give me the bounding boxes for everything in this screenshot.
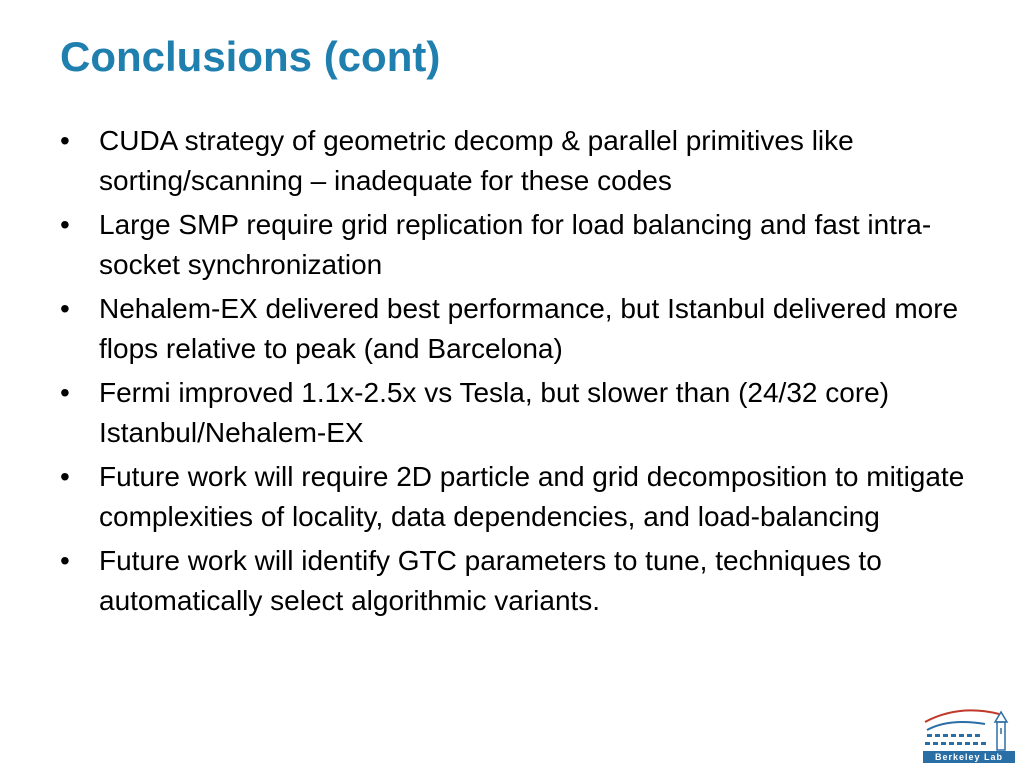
bullet-glyph: •	[60, 377, 70, 408]
bullet-text: Future work will require 2D particle and grid decomposition to mitigate complexities of locality, data dependencies, and load-balancing	[99, 461, 965, 532]
bullet-text: Fermi improved 1.1x-2.5x vs Tesla, but slower than (24/32 core) Istanbul/Nehalem-EX	[99, 377, 890, 448]
bullet-list	[60, 121, 1000, 625]
bullet-text: CUDA strategy of geometric decomp & parallel primitives like sorting/scanning – inadequate for these codes	[99, 125, 854, 196]
bullet-item	[60, 205, 1000, 285]
bullet-item	[60, 289, 1000, 369]
bullet-text: Large SMP require grid replication for load balancing and fast intra-socket synchronization	[99, 209, 932, 280]
bullet-item	[60, 121, 1000, 201]
bullet-glyph: •	[60, 209, 70, 240]
bullet-glyph: •	[60, 461, 70, 492]
bullet-item	[60, 541, 1000, 621]
bullet-item	[60, 373, 1000, 453]
slide-title: Conclusions (cont)	[60, 33, 441, 80]
logo-wordmark: Berkeley Lab	[923, 751, 1015, 763]
bullet-item	[60, 457, 1000, 537]
bullet-text: Nehalem-EX delivered best performance, but Istanbul delivered more flops relative to peak (and Barcelona)	[99, 293, 959, 364]
bullet-glyph: •	[60, 293, 70, 324]
bullet-glyph: •	[60, 125, 70, 156]
bullet-glyph: •	[60, 545, 70, 576]
bullet-text: Future work will identify GTC parameters to tune, techniques to automatically select algorithmic variants.	[99, 545, 882, 616]
